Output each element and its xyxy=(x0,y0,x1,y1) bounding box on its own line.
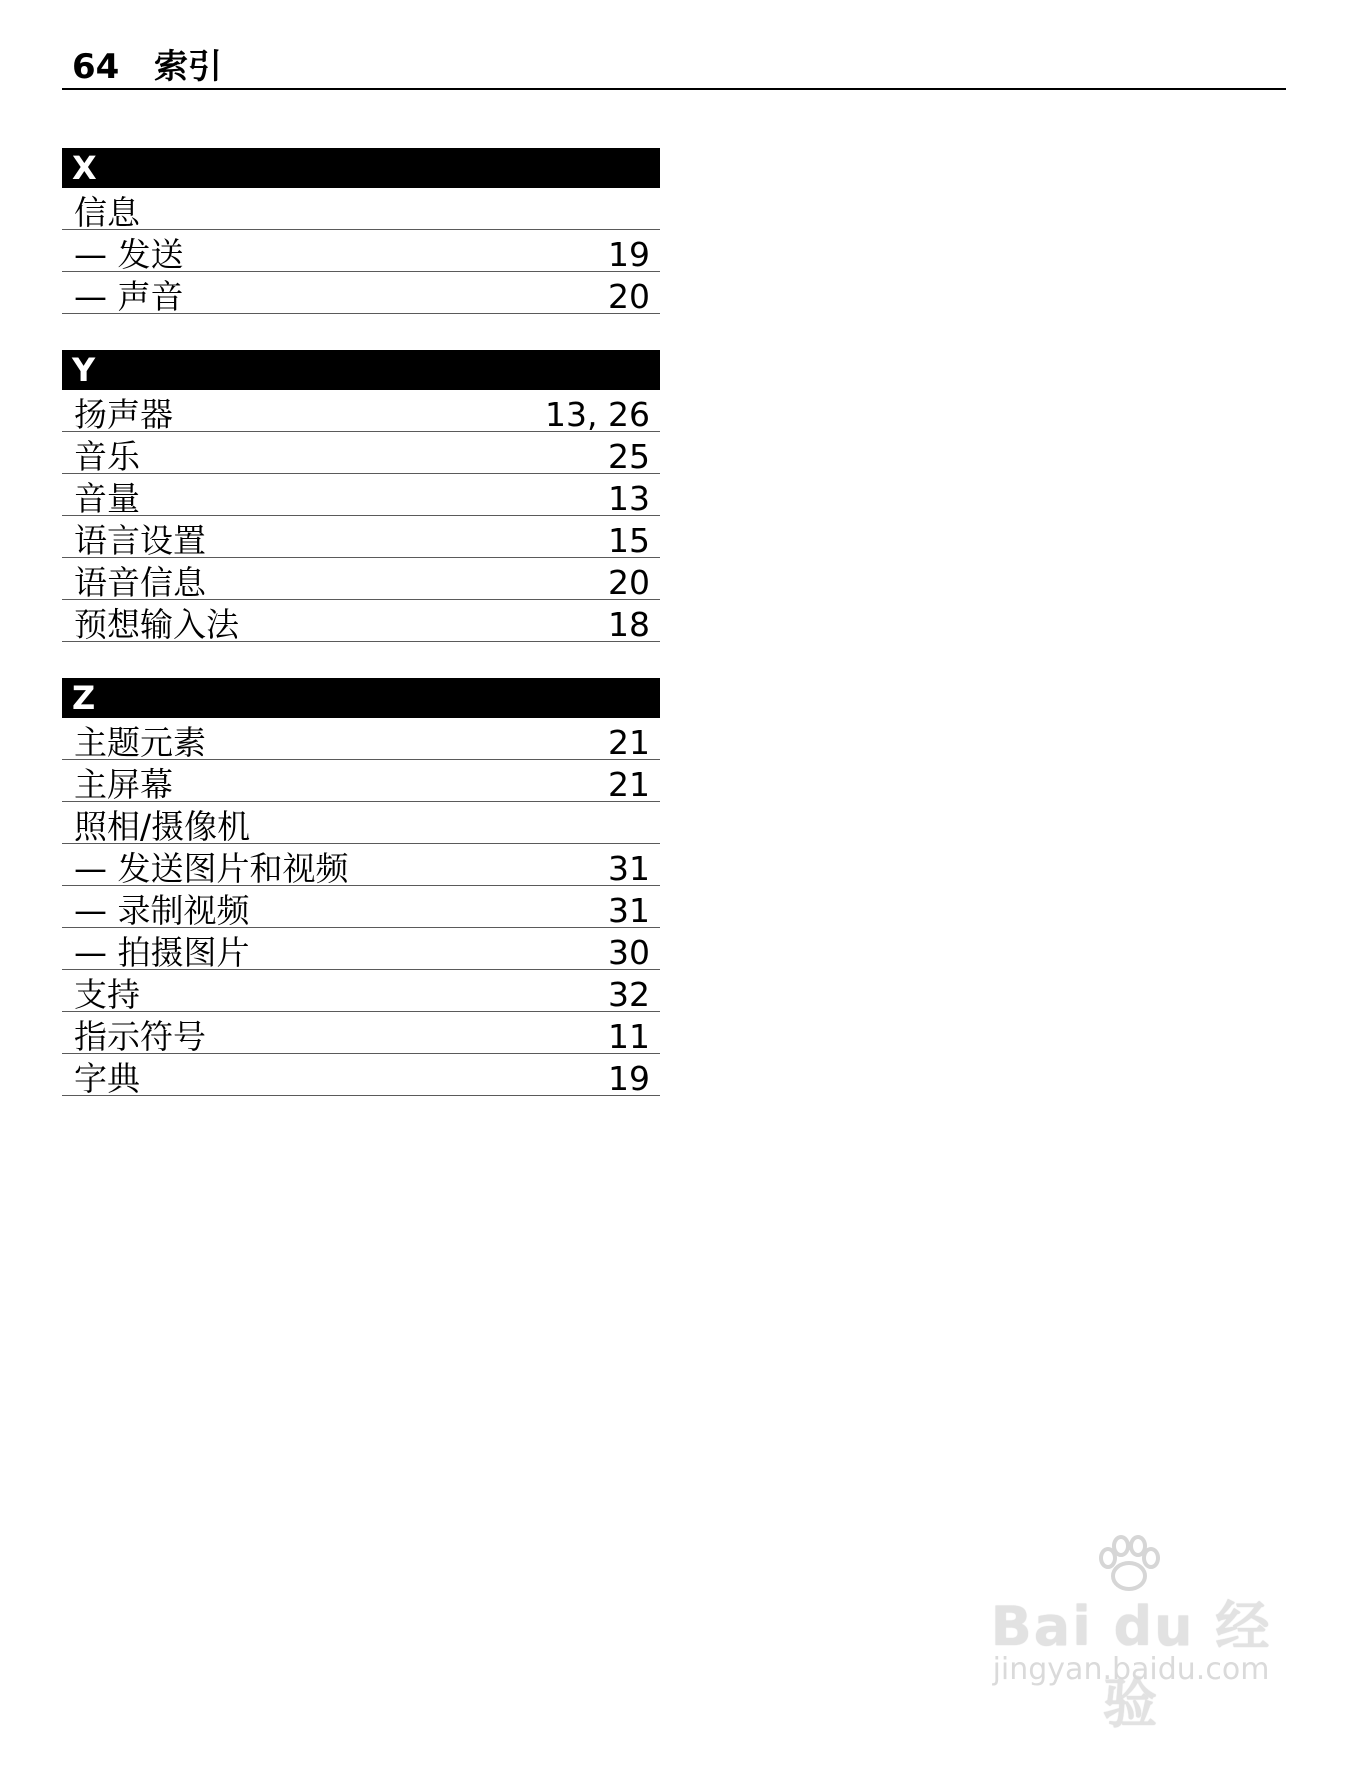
index-section-z xyxy=(62,678,660,1096)
page-number: 64 xyxy=(72,47,120,87)
entry-pages: 20 xyxy=(608,277,650,314)
entry-label: 音量 xyxy=(74,479,140,516)
entry-pages: 32 xyxy=(608,975,650,1012)
entry-pages: 18 xyxy=(608,605,650,642)
entry-pages: 30 xyxy=(608,933,650,970)
baidu-jingyan-watermark xyxy=(966,1534,1296,1735)
entry-pages: 19 xyxy=(608,235,650,272)
entry-label: — 发送图片和视频 xyxy=(74,849,349,886)
entry-label: 音乐 xyxy=(74,437,140,474)
entry-label: 指示符号 xyxy=(74,1017,206,1054)
entry-label: 字典 xyxy=(74,1059,140,1096)
index-entry xyxy=(62,718,660,760)
index-entry xyxy=(62,760,660,802)
index-entry xyxy=(62,432,660,474)
index-entry xyxy=(62,474,660,516)
entry-pages: 21 xyxy=(608,765,650,802)
entry-pages: 13, 26 xyxy=(545,395,650,432)
page-title: 索引 xyxy=(154,47,222,87)
index-entry xyxy=(62,1054,660,1096)
index-entry xyxy=(62,802,660,844)
index-entry xyxy=(62,600,660,642)
index-entry xyxy=(62,272,660,314)
entry-pages: 21 xyxy=(608,723,650,760)
entry-pages: 13 xyxy=(608,479,650,516)
index-entry xyxy=(62,516,660,558)
entry-pages: 19 xyxy=(608,1059,650,1096)
index-entry xyxy=(62,1012,660,1054)
entry-label: 支持 xyxy=(74,975,140,1012)
index-entry xyxy=(62,188,660,230)
section-letter: Z xyxy=(62,678,660,718)
entry-label: 主题元素 xyxy=(74,723,206,760)
entry-pages: 25 xyxy=(608,437,650,474)
entry-pages: 15 xyxy=(608,521,650,558)
entry-pages: 11 xyxy=(608,1017,650,1054)
entry-label: 预想输入法 xyxy=(74,605,239,642)
page-header xyxy=(62,44,1286,90)
entry-pages: 31 xyxy=(608,891,650,928)
index-entry xyxy=(62,390,660,432)
entry-label: — 声音 xyxy=(74,277,184,314)
entry-label: — 拍摄图片 xyxy=(74,933,250,970)
entry-label: 照相/摄像机 xyxy=(74,807,251,844)
entry-pages: 20 xyxy=(608,563,650,600)
index-entry xyxy=(62,558,660,600)
watermark-url: jingyan.baidu.com xyxy=(992,1652,1270,1687)
entry-label: 主屏幕 xyxy=(74,765,173,802)
index-entry xyxy=(62,928,660,970)
section-letter: X xyxy=(62,148,660,188)
index-entry xyxy=(62,844,660,886)
entry-label: — 录制视频 xyxy=(74,891,250,928)
index-entry xyxy=(62,970,660,1012)
index-section-y xyxy=(62,350,660,642)
index-entry xyxy=(62,886,660,928)
entry-pages: 31 xyxy=(608,849,650,886)
index-section-x xyxy=(62,148,660,314)
watermark-brand: Bai du 经验 xyxy=(990,1595,1272,1735)
index-list xyxy=(62,148,660,1132)
entry-label: 信息 xyxy=(74,193,140,230)
index-entry xyxy=(62,230,660,272)
entry-label: 语言设置 xyxy=(74,521,206,558)
entry-label: 语音信息 xyxy=(74,563,206,600)
entry-label: — 发送 xyxy=(74,235,184,272)
section-letter: Y xyxy=(62,350,660,390)
entry-label: 扬声器 xyxy=(74,395,173,432)
